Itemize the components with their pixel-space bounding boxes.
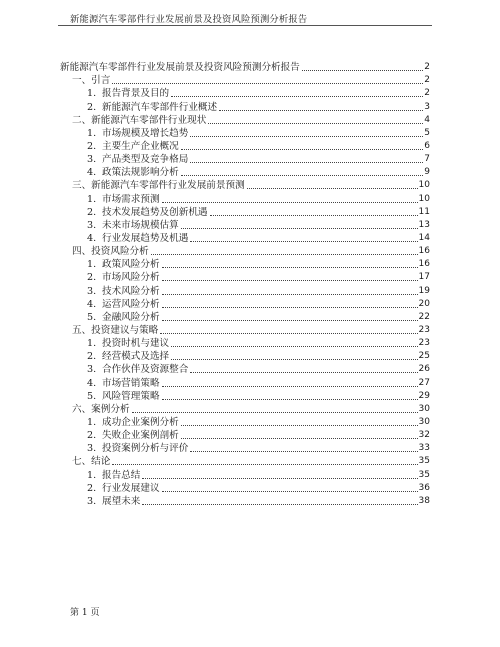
toc-page-number: 10 [418, 193, 430, 204]
toc-entry-text: 成功企业案例分析 [102, 416, 179, 428]
toc-entry-label [87, 417, 179, 428]
toc-leader-dots [160, 333, 417, 334]
toc-leader-dots [162, 491, 418, 492]
toc-subentry[interactable] [60, 99, 430, 112]
page-number: 第 1 页 [70, 608, 100, 618]
toc-leader-dots [171, 346, 417, 347]
toc-entry-number: 2. [87, 101, 97, 113]
toc-entry-label [87, 220, 179, 231]
toc-leader-dots [112, 464, 417, 465]
toc-entry-label [72, 246, 149, 257]
toc-page-number: 9 [424, 167, 430, 178]
toc-subentry[interactable] [60, 139, 430, 152]
toc-subentry[interactable] [60, 152, 430, 165]
toc-subentry[interactable] [60, 191, 430, 204]
toc-entry-label [87, 88, 169, 99]
toc-page-number: 10 [418, 180, 430, 191]
toc-entry-text: 市场需求预测 [102, 193, 160, 205]
toc-entry-number: 3. [87, 154, 97, 166]
toc-leader-dots [162, 307, 418, 308]
toc-leader-dots [181, 438, 418, 439]
toc-page-number: 4 [424, 114, 430, 125]
toc-entry-number: 1. [87, 416, 97, 428]
header-rule [58, 25, 432, 26]
toc-section-entry[interactable] [60, 323, 430, 336]
toc-entry-text: 金融风险分析 [102, 311, 160, 323]
toc-entry-number: 1. [87, 88, 97, 100]
toc-leader-dots [181, 175, 424, 176]
toc-entry-text: 运营风险分析 [102, 298, 160, 310]
toc-page-number: 3 [424, 101, 430, 112]
toc-section-entry[interactable] [60, 113, 430, 126]
toc-page-number: 22 [418, 311, 430, 322]
toc-entry-text: 新能源汽车零部件行业概述 [102, 101, 218, 113]
toc-leader-dots [142, 478, 417, 479]
toc-leader-dots [190, 372, 417, 373]
toc-entry-label [72, 404, 130, 415]
toc-entry-number: 3. [87, 443, 97, 455]
toc-entry-text: 技术风险分析 [102, 285, 160, 297]
toc-entry-label [72, 180, 245, 191]
toc-leader-dots [162, 294, 418, 295]
toc-page-number: 2 [424, 88, 430, 99]
toc-page-number: 35 [418, 469, 430, 480]
toc-entry-number: 1. [87, 338, 97, 350]
toc-subentry[interactable] [60, 310, 430, 323]
toc-leader-dots [162, 202, 418, 203]
toc-entry-text: 五、投资建议与策略 [72, 324, 159, 336]
toc-entry-label [87, 391, 160, 402]
toc-entry-label [60, 62, 300, 73]
toc-leader-dots [142, 504, 417, 505]
toc-page-number: 29 [418, 390, 430, 401]
toc-entry-label [87, 312, 160, 323]
toc-page-number: 27 [418, 377, 430, 388]
toc-entry-text: 新能源汽车零部件行业发展前景及投资风险预测分析报告 [60, 62, 300, 74]
running-header: 新能源汽车零部件行业发展前景及投资风险预测分析报告 [70, 14, 308, 25]
toc-page-number: 13 [418, 219, 430, 230]
toc-page-number: 30 [418, 416, 430, 427]
toc-subentry[interactable] [60, 126, 430, 139]
toc-subentry[interactable] [60, 481, 430, 494]
toc-subentry[interactable] [60, 297, 430, 310]
toc-entry-label [87, 364, 188, 375]
toc-page-number: 38 [418, 495, 430, 506]
toc-page-number: 2 [424, 62, 430, 73]
toc-entry-text: 主要生产企业概况 [102, 140, 179, 152]
toc-leader-dots [162, 399, 418, 400]
toc-entry-label [87, 128, 188, 139]
toc-page-number: 36 [418, 482, 430, 493]
toc-page-number: 19 [418, 285, 430, 296]
toc-entry-number: 3. [87, 219, 97, 231]
toc-entry-text: 失败企业案例剖析 [102, 430, 179, 442]
toc-entry-label [87, 259, 160, 270]
toc-page-number: 20 [418, 298, 430, 309]
toc-entry-number: 2. [87, 351, 97, 363]
toc-entry-text: 一、引言 [72, 75, 111, 87]
toc-entry-label [72, 325, 158, 336]
toc-entry-number: 4. [87, 298, 97, 310]
toc-entry-text: 报告总结 [102, 469, 141, 481]
toc-subentry[interactable] [60, 349, 430, 362]
toc-entry-label [87, 338, 169, 349]
toc-entry-text: 政策法规影响分析 [102, 167, 179, 179]
toc-leader-dots [181, 149, 424, 150]
toc-entry-text: 风险管理策略 [102, 390, 160, 402]
toc-subentry[interactable] [60, 270, 430, 283]
toc-entry-label [87, 351, 169, 362]
toc-leader-dots [302, 70, 423, 71]
toc-subentry[interactable] [60, 86, 430, 99]
toc-entry-number: 3. [87, 495, 97, 507]
toc-page-number: 30 [418, 403, 430, 414]
toc-leader-dots [208, 123, 423, 124]
toc-leader-dots [162, 267, 418, 268]
toc-entry-label [87, 233, 188, 244]
toc-entry-label [87, 207, 208, 218]
toc-page-number: 2 [424, 75, 430, 86]
toc-leader-dots [171, 96, 423, 97]
toc-section-entry[interactable] [60, 454, 430, 467]
toc-entry-label [72, 456, 110, 467]
toc-entry-text: 三、新能源汽车零部件行业发展前景预测 [72, 180, 245, 192]
toc-entry-number: 4. [87, 167, 97, 179]
toc-entry-text: 政策风险分析 [102, 259, 160, 271]
toc-entry-text: 未来市场规模估算 [102, 219, 179, 231]
toc-entry-text: 七、结论 [72, 456, 111, 468]
toc-entry-label [72, 75, 110, 86]
toc-entry-label [87, 167, 179, 178]
toc-entry-number: 3. [87, 364, 97, 376]
toc-page-number: 14 [418, 232, 430, 243]
toc-subentry[interactable] [60, 257, 430, 270]
toc-leader-dots [181, 425, 418, 426]
toc-entry-number: 4. [87, 377, 97, 389]
toc-page-number: 23 [418, 324, 430, 335]
toc-page-number: 33 [418, 443, 430, 454]
toc-entry-number: 2. [87, 482, 97, 494]
toc-subentry[interactable] [60, 389, 430, 402]
toc-subentry[interactable] [60, 362, 430, 375]
toc-section-entry[interactable] [60, 402, 430, 415]
toc-entry-label [87, 496, 140, 507]
toc-leader-dots [190, 162, 423, 163]
toc-section-entry[interactable] [60, 73, 430, 86]
toc-subentry[interactable] [60, 336, 430, 349]
toc-entry-number: 3. [87, 285, 97, 297]
toc-page-number: 11 [418, 206, 430, 217]
toc-subentry[interactable] [60, 494, 430, 507]
toc-leader-dots [171, 359, 417, 360]
toc-page-number: 26 [418, 364, 430, 375]
toc-entry-label [72, 115, 206, 126]
toc-entry-text: 合作伙伴及资源整合 [102, 364, 189, 376]
toc-page-number: 25 [418, 351, 430, 362]
toc-page-number: 23 [418, 338, 430, 349]
toc-entry-label [87, 194, 160, 205]
toc-entry-label [87, 299, 160, 310]
toc-entry-text: 产品类型及竞争格局 [102, 154, 189, 166]
toc-leader-dots [190, 451, 417, 452]
toc-entry-number: 1. [87, 469, 97, 481]
toc-entry-text: 行业发展建议 [102, 482, 160, 494]
toc-leader-dots [247, 188, 418, 189]
toc-entry-label [87, 141, 179, 152]
toc-section-entry[interactable] [60, 178, 430, 191]
toc-page-number: 6 [424, 140, 430, 151]
toc-leader-dots [132, 412, 418, 413]
toc-entry-number: 1. [87, 127, 97, 139]
toc-leader-dots [219, 110, 423, 111]
toc-entry-label [87, 483, 160, 494]
toc-entry-number: 2. [87, 140, 97, 152]
toc-subentry[interactable] [60, 218, 430, 231]
toc-entry-text: 市场规模及增长趋势 [102, 127, 189, 139]
toc-entry-text: 市场风险分析 [102, 272, 160, 284]
toc-subentry[interactable] [60, 415, 430, 428]
toc-leader-dots [162, 320, 418, 321]
toc-entry-label [87, 378, 160, 389]
toc-title-entry[interactable] [60, 60, 430, 73]
toc-entry-number: 1. [87, 193, 97, 205]
toc-subentry[interactable] [60, 375, 430, 388]
toc-entry-text: 报告背景及目的 [102, 88, 170, 100]
toc-page-number: 35 [418, 456, 430, 467]
toc-subentry[interactable] [60, 467, 430, 480]
toc-entry-text: 行业发展趋势及机遇 [102, 232, 189, 244]
toc-page-number: 17 [418, 272, 430, 283]
toc-entry-text: 市场营销策略 [102, 377, 160, 389]
toc-subentry[interactable] [60, 231, 430, 244]
toc-entry-text: 六、案例分析 [72, 403, 130, 415]
toc-entry-text: 二、新能源汽车零部件行业现状 [72, 114, 207, 126]
toc-entry-number: 2. [87, 430, 97, 442]
toc-entry-text: 投资案例分析与评价 [102, 443, 189, 455]
toc-page-number: 7 [424, 154, 430, 165]
toc-entry-label [87, 102, 217, 113]
toc-entry-label [87, 286, 160, 297]
toc-leader-dots [112, 83, 423, 84]
toc-entry-text: 四、投资风险分析 [72, 246, 149, 258]
toc-entry-label [87, 272, 160, 283]
toc-entry-label [87, 470, 140, 481]
toc-entry-number: 1. [87, 259, 97, 271]
toc-entry-label [87, 443, 188, 454]
toc-entry-number: 5. [87, 311, 97, 323]
toc-page-number: 16 [418, 246, 430, 257]
toc-leader-dots [151, 254, 418, 255]
toc-leader-dots [190, 241, 417, 242]
toc-entry-text: 展望未来 [102, 495, 141, 507]
toc-entry-label [87, 154, 188, 165]
toc-entry-text: 经营模式及选择 [102, 351, 170, 363]
toc-entry-number: 5. [87, 390, 97, 402]
toc-leader-dots [190, 136, 423, 137]
toc-leader-dots [162, 280, 418, 281]
toc-entry-text: 投资时机与建议 [102, 338, 170, 350]
toc-entry-label [87, 430, 179, 441]
toc-subentry[interactable] [60, 205, 430, 218]
table-of-contents [60, 60, 430, 507]
toc-subentry[interactable] [60, 165, 430, 178]
toc-page-number: 16 [418, 259, 430, 270]
toc-page-number: 32 [418, 430, 430, 441]
toc-entry-number: 2. [87, 272, 97, 284]
toc-subentry[interactable] [60, 283, 430, 296]
toc-entry-text: 技术发展趋势及创新机遇 [102, 206, 208, 218]
toc-entry-number: 4. [87, 232, 97, 244]
toc-subentry[interactable] [60, 428, 430, 441]
toc-leader-dots [181, 228, 418, 229]
toc-page-number: 5 [424, 127, 430, 138]
toc-subentry[interactable] [60, 441, 430, 454]
toc-entry-number: 2. [87, 206, 97, 218]
toc-section-entry[interactable] [60, 244, 430, 257]
toc-leader-dots [210, 215, 418, 216]
toc-leader-dots [162, 386, 418, 387]
